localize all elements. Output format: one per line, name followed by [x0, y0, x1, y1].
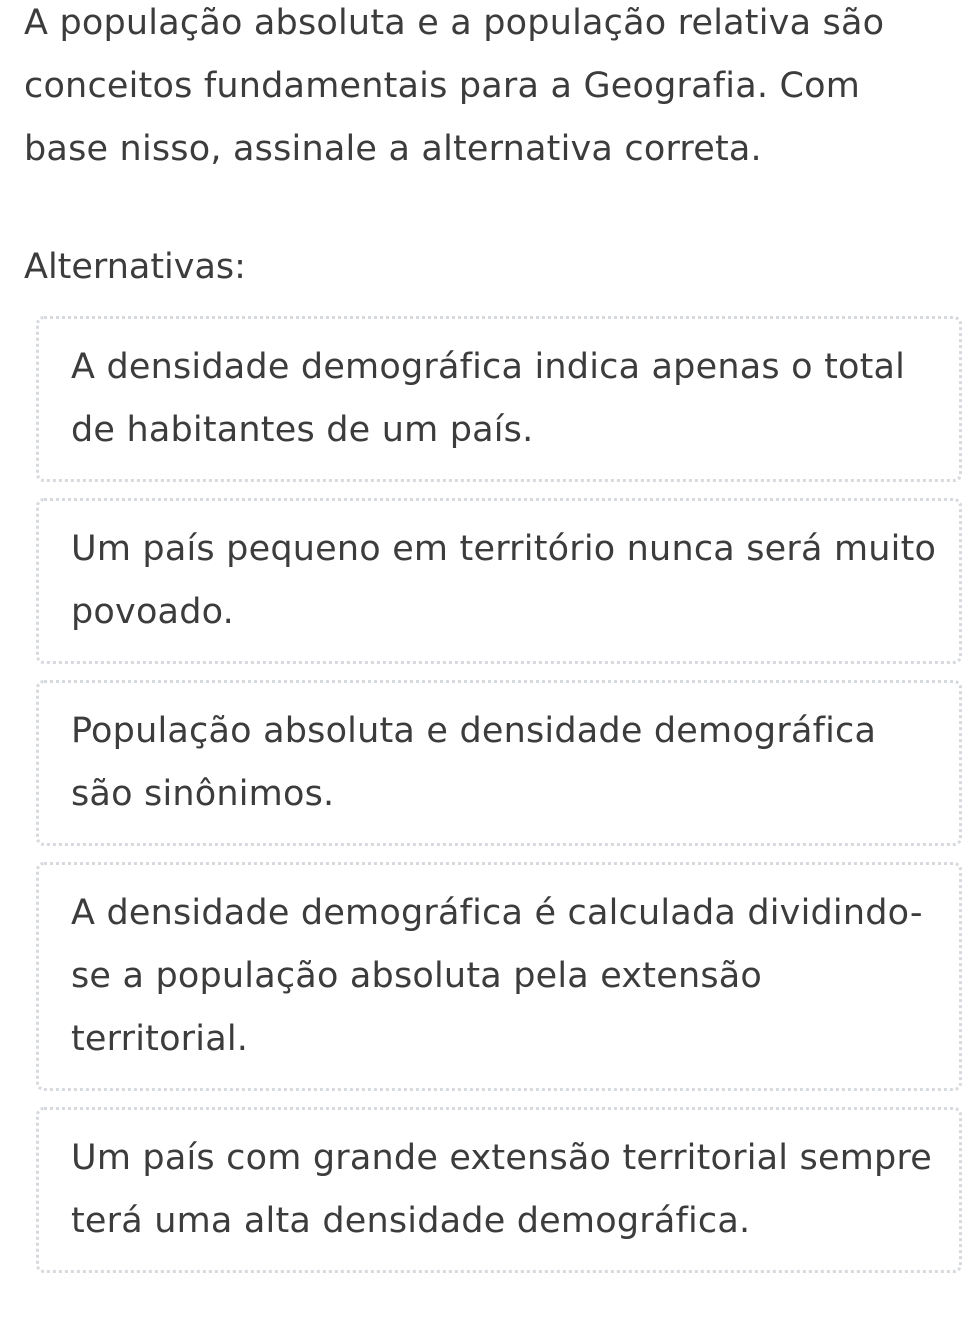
option-e[interactable]: Um país com grande extensão territorial sempre terá uma alta densidade demográfica. — [36, 1107, 962, 1273]
option-c[interactable]: População absoluta e densidade demográfica são sinônimos. — [36, 680, 962, 846]
question-text: A população absoluta e a população relativa são conceitos fundamentais para a Geografia. Com base nisso, assinale a alternativa correta. — [24, 3, 885, 169]
option-d[interactable]: A densidade demográfica é calculada dividindo-se a população absoluta pela extensão territorial. — [36, 862, 962, 1091]
option-b[interactable]: Um país pequeno em território nunca será muito povoado. — [36, 498, 962, 664]
option-a[interactable]: A densidade demográfica indica apenas o total de habitantes de um país. — [36, 316, 962, 482]
options-list — [36, 316, 962, 1273]
alternatives-heading: Alternativas: — [24, 247, 246, 287]
